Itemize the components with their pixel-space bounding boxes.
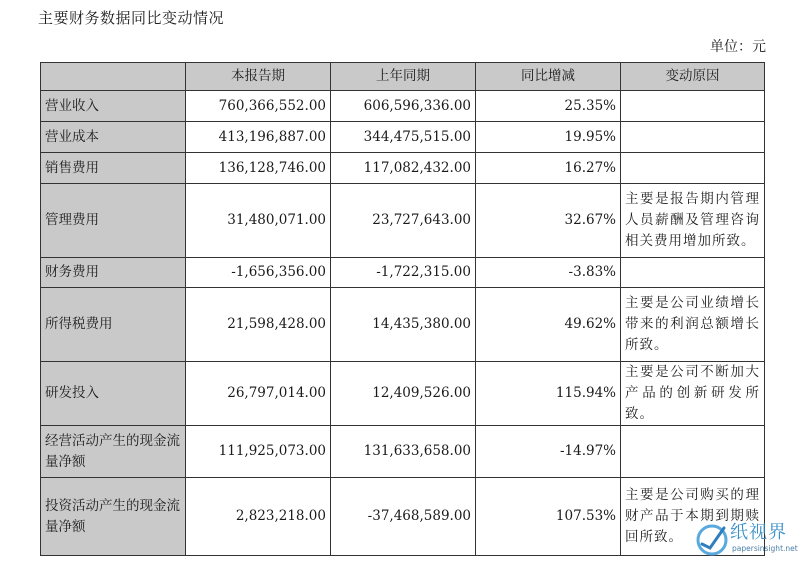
watermark-logo-icon <box>696 518 730 558</box>
cell-current: 760,366,552.00 <box>186 91 331 122</box>
cell-reason <box>621 122 765 153</box>
cell-current: 136,128,746.00 <box>186 153 331 184</box>
table-row <box>41 153 765 184</box>
cell-current: 2,823,218.00 <box>186 478 331 556</box>
cell-prior: 117,082,432.00 <box>331 153 476 184</box>
row-label: 研发投入 <box>41 362 186 426</box>
cell-prior: 12,409,526.00 <box>331 362 476 426</box>
table-row <box>41 91 765 122</box>
table-header-row <box>41 63 765 91</box>
cell-current: 111,925,073.00 <box>186 426 331 478</box>
cell-reason: 主要是公司业绩增长带来的利润总额增长所致。 <box>621 288 765 362</box>
row-label: 投资活动产生的现金流量净额 <box>41 478 186 556</box>
unit-label: 单位：元 <box>710 39 766 55</box>
financial-table <box>40 62 765 556</box>
header-yoy-change: 同比增减 <box>476 63 621 91</box>
table-row <box>41 362 765 426</box>
watermark-name: 纸视界 <box>730 522 787 543</box>
cell-change: 32.67% <box>476 184 621 258</box>
header-prior-period: 上年同期 <box>331 63 476 91</box>
header-change-reason: 变动原因 <box>621 63 765 91</box>
cell-change: 49.62% <box>476 288 621 362</box>
row-label: 财务费用 <box>41 258 186 288</box>
cell-prior: 606,596,336.00 <box>331 91 476 122</box>
cell-prior: -37,468,589.00 <box>331 478 476 556</box>
page-title: 主要财务数据同比变动情况 <box>38 9 225 27</box>
cell-change: -3.83% <box>476 258 621 288</box>
cell-current: 26,797,014.00 <box>186 362 331 426</box>
table-row <box>41 478 765 556</box>
cell-reason: 主要是公司不断加大产品的创新研发所致。 <box>621 362 765 426</box>
cell-reason <box>621 258 765 288</box>
cell-prior: 131,633,658.00 <box>331 426 476 478</box>
header-item <box>41 63 186 91</box>
cell-change: -14.97% <box>476 426 621 478</box>
table-row <box>41 122 765 153</box>
table-row <box>41 426 765 478</box>
cell-reason: 主要是报告期内管理人员薪酬及管理咨询相关费用增加所致。 <box>621 184 765 258</box>
header-current-period: 本报告期 <box>186 63 331 91</box>
table-row <box>41 258 765 288</box>
table-row <box>41 184 765 258</box>
cell-reason <box>621 91 765 122</box>
cell-current: 31,480,071.00 <box>186 184 331 258</box>
cell-change: 115.94% <box>476 362 621 426</box>
cell-prior: 14,435,380.00 <box>331 288 476 362</box>
row-label: 经营活动产生的现金流量净额 <box>41 426 186 478</box>
cell-current: 21,598,428.00 <box>186 288 331 362</box>
cell-reason <box>621 153 765 184</box>
row-label: 营业收入 <box>41 91 186 122</box>
watermark <box>696 516 796 562</box>
cell-current: -1,656,356.00 <box>186 258 331 288</box>
row-label: 营业成本 <box>41 122 186 153</box>
cell-prior: 23,727,643.00 <box>331 184 476 258</box>
cell-prior: 344,475,515.00 <box>331 122 476 153</box>
cell-change: 16.27% <box>476 153 621 184</box>
table-row <box>41 288 765 362</box>
cell-change: 25.35% <box>476 91 621 122</box>
cell-change: 19.95% <box>476 122 621 153</box>
cell-reason: 主要是公司购买的理财产品于本期到期赎回所致。 <box>621 478 765 556</box>
watermark-site: papersinsight.net <box>732 544 798 553</box>
cell-prior: -1,722,315.00 <box>331 258 476 288</box>
row-label: 所得税费用 <box>41 288 186 362</box>
row-label: 销售费用 <box>41 153 186 184</box>
cell-reason <box>621 426 765 478</box>
row-label: 管理费用 <box>41 184 186 258</box>
cell-current: 413,196,887.00 <box>186 122 331 153</box>
cell-change: 107.53% <box>476 478 621 556</box>
